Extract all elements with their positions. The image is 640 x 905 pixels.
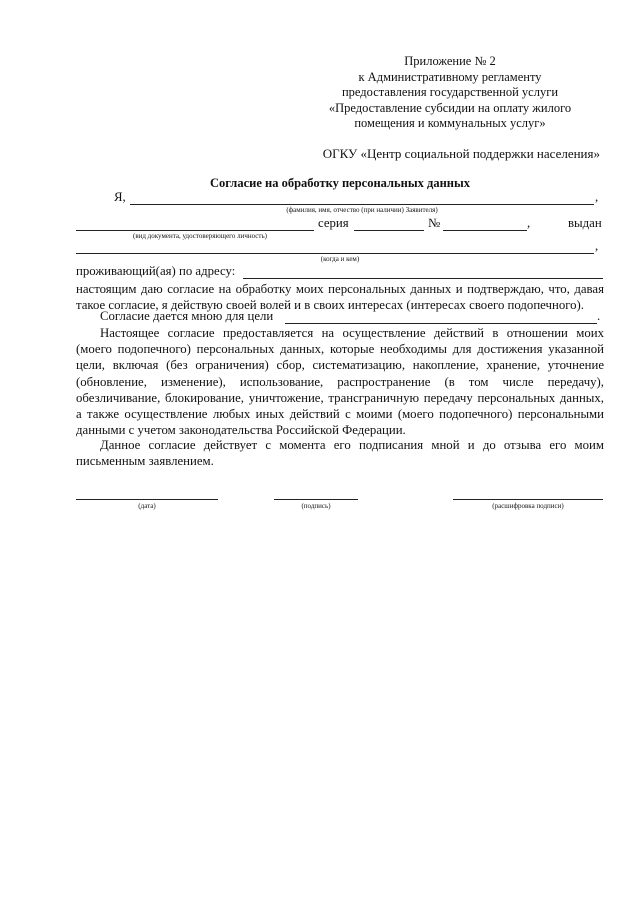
signature-decode-caption: (расшифровка подписи)	[492, 502, 564, 510]
purpose-label: Согласие дается мною для цели	[100, 309, 274, 323]
annex-line: помещения и коммунальных услуг»	[354, 116, 546, 131]
purpose-period: .	[597, 309, 601, 323]
address-field[interactable]	[243, 278, 603, 279]
paragraph-line: (моего подопечного) персональных данных, которые необходимы для достижения указанной	[76, 342, 604, 357]
actions-paragraph	[76, 325, 604, 438]
document-type-field[interactable]	[76, 230, 314, 231]
document-title: Согласие на обработку персональных данных	[209, 176, 470, 190]
paragraph-line: письменным заявлением.	[76, 454, 214, 469]
signature-decode-field[interactable]	[453, 499, 603, 500]
annex-line: к Административному регламенту	[358, 69, 542, 84]
organization-name: ОГКУ «Центр социальной поддержки населения»	[322, 146, 600, 161]
paragraph-line: Настоящее согласие предоставляется на осуществление действий в отношении моих	[100, 326, 604, 340]
paragraph-line: Данное согласие действует с момента его подписания мной и до отзыва его моим	[100, 438, 604, 452]
paragraph-line: обезличивание, блокирование, уничтожение, трансграничную передачу персональных данных,	[76, 390, 604, 405]
series-field[interactable]	[354, 230, 424, 231]
number-field[interactable]	[443, 230, 527, 231]
signature-field[interactable]	[274, 499, 358, 500]
date-field[interactable]	[76, 499, 218, 500]
document-caption: (вид документа, удостоверяющего личность)	[132, 232, 267, 240]
applicant-name-field[interactable]	[130, 204, 594, 205]
applicant-prefix: Я,	[114, 190, 126, 204]
purpose-field[interactable]	[285, 323, 597, 324]
annex-line: предоставления государственной услуги	[341, 85, 559, 100]
consent-line: такое согласие, я действую своей волей и в своих интересах (интересах своего подопечного).	[76, 298, 585, 313]
paragraph-line: а также осуществление любых иных действий с моими (моего подопечного) персональными	[76, 407, 604, 422]
issuer-field[interactable]	[76, 253, 594, 254]
annex-line: «Предоставление субсидии на оплату жилого	[328, 100, 572, 115]
signature-caption: (подпись)	[301, 502, 331, 510]
consent-line: настоящим даю согласие на обработку моих персональных данных и подтверждаю, что, давая	[76, 282, 604, 296]
issuer-caption: (когда и кем)	[320, 255, 360, 263]
issuer-comma: ,	[595, 239, 599, 253]
paragraph-line: (обновление, изменение), использование, распространение (в том числе передачу),	[76, 374, 604, 389]
paragraph-line: цели, включая (без ограничения) сбор, систематизацию, накопление, хранение, уточнение	[76, 358, 604, 373]
date-caption: (дата)	[138, 502, 156, 510]
applicant-comma: ,	[595, 190, 599, 204]
document-comma: ,	[527, 216, 531, 230]
address-label: проживающий(ая) по адресу:	[76, 264, 236, 278]
issued-label: выдан	[568, 216, 602, 230]
series-label: серия	[318, 216, 349, 230]
validity-paragraph	[76, 437, 604, 469]
annex-line: Приложение № 2	[404, 54, 496, 68]
paragraph-line: данными с учетом законодательства Российской Федерации.	[76, 423, 406, 438]
applicant-caption: (фамилия, имя, отчество (при наличии) Заявителя)	[286, 206, 438, 214]
number-label: №	[428, 216, 441, 230]
annex-header	[300, 54, 600, 132]
